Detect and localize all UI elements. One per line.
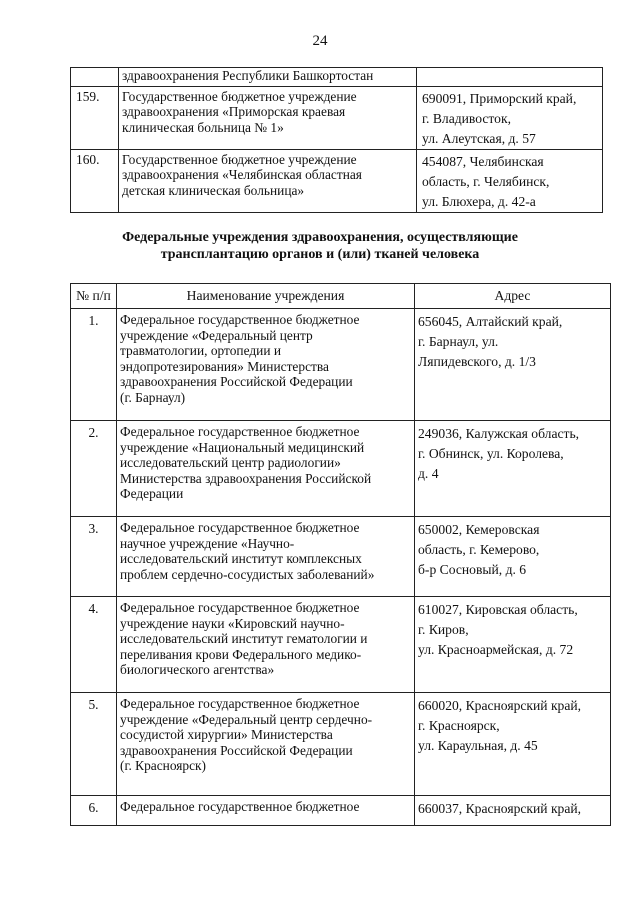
- name-line: исследовательский институт комплексных: [120, 551, 362, 567]
- table-row: [71, 796, 611, 826]
- name-line: здравоохранения Республики Башкортостан: [122, 68, 374, 83]
- table-row: [71, 597, 611, 693]
- section-heading-line: трансплантацию органов и (или) тканей человека: [160, 247, 480, 262]
- address: [417, 68, 603, 87]
- name-line: учреждение «Федеральный центр: [120, 327, 313, 343]
- address-line: ул. Караульная, д. 45: [418, 738, 538, 753]
- institution-name: [117, 597, 415, 693]
- address-line: д. 4: [418, 466, 439, 481]
- institution-name: [119, 68, 417, 87]
- name-line: Федеральное государственное бюджетное: [120, 520, 360, 535]
- row-number: 160.: [71, 149, 119, 212]
- row-number: 159.: [71, 86, 119, 149]
- name-line: Федеральное государственное бюджетное: [120, 424, 360, 439]
- name-line: Министерства здравоохранения Российской: [120, 470, 372, 486]
- name-line: учреждение науки «Кировский научно-: [120, 615, 345, 631]
- address: [415, 693, 611, 796]
- address-line: 610027, Кировская область,: [418, 602, 578, 617]
- section-heading-line: Федеральные учреждения здравоохранения, осуществляющие: [122, 230, 518, 245]
- address-line: ул. Алеутская, д. 57: [422, 130, 536, 146]
- address-line: 690091, Приморский край,: [422, 90, 577, 106]
- table-row: [71, 149, 603, 212]
- name-line: исследовательский институт гематологии и: [120, 631, 368, 647]
- name-line: (г. Барнаул): [120, 389, 186, 405]
- name-line: исследовательский центр радиологии»: [120, 455, 341, 471]
- address: [415, 517, 611, 597]
- name-line: Федеральное государственное бюджетное: [120, 312, 360, 327]
- continuation-table: [70, 67, 603, 213]
- table-row: [71, 68, 603, 87]
- name-line: Федеральное государственное бюджетное: [120, 696, 360, 711]
- address-line: 249036, Калужская область,: [418, 426, 580, 441]
- table-row: [71, 421, 611, 517]
- address-line: г. Барнаул, ул.: [418, 334, 499, 349]
- row-number: 2.: [71, 421, 117, 517]
- address: [417, 149, 603, 212]
- address-line: б-р Сосновый, д. 6: [418, 562, 527, 577]
- header-address: Адрес: [415, 284, 611, 309]
- row-number: 6.: [71, 796, 117, 826]
- row-number: 1.: [71, 309, 117, 421]
- institution-name: [117, 693, 415, 796]
- institution-name: [119, 149, 417, 212]
- address-line: г. Киров,: [418, 622, 469, 637]
- name-line: Федеральное государственное бюджетное: [120, 799, 360, 814]
- name-line: Государственное бюджетное учреждение: [122, 88, 357, 104]
- name-line: здравоохранения «Приморская краевая: [122, 104, 346, 120]
- address: [415, 421, 611, 517]
- institution-name: [117, 517, 415, 597]
- name-line: научное учреждение «Научно-: [120, 535, 295, 551]
- section-heading: [0, 229, 640, 263]
- table-row: [71, 86, 603, 149]
- institution-name: [117, 309, 415, 421]
- header-name: Наименование учреждения: [117, 284, 415, 309]
- table-header-row: [71, 284, 611, 309]
- header-number: № п/п: [71, 284, 117, 309]
- name-line: учреждение «Национальный медицинский: [120, 439, 365, 455]
- address-line: г. Обнинск, ул. Королева,: [418, 446, 564, 461]
- address-line: 454087, Челябинская: [422, 153, 544, 169]
- address-line: область, г. Кемерово,: [418, 542, 540, 557]
- row-number: 4.: [71, 597, 117, 693]
- address-line: ул. Красноармейская, д. 72: [418, 642, 574, 657]
- address-line: область, г. Челябинск,: [422, 173, 550, 189]
- name-line: проблем сердечно-сосудистых заболеваний»: [120, 566, 375, 582]
- address-line: Ляпидевского, д. 1/3: [418, 354, 536, 369]
- name-line: здравоохранения «Челябинская областная: [122, 167, 362, 183]
- name-line: травматологии, ортопедии и: [120, 343, 281, 359]
- institutions-table: [70, 283, 611, 826]
- address-line: 660020, Красноярский край,: [418, 698, 582, 713]
- name-line: учреждение «Федеральный центр сердечно-: [120, 711, 373, 727]
- row-number: [71, 68, 119, 87]
- name-line: переливания крови Федерального медико-: [120, 646, 362, 662]
- address: [415, 309, 611, 421]
- row-number: 3.: [71, 517, 117, 597]
- address: [415, 597, 611, 693]
- name-line: (г. Красноярск): [120, 758, 207, 774]
- page-number: 24: [312, 33, 328, 49]
- address: [415, 796, 611, 826]
- address: [417, 86, 603, 149]
- name-line: клиническая больница № 1»: [122, 119, 284, 135]
- table-row: [71, 517, 611, 597]
- address-line: г. Владивосток,: [422, 110, 511, 126]
- address-line: 650002, Кемеровская: [418, 522, 540, 537]
- name-line: сосудистой хирургии» Министерства: [120, 727, 333, 743]
- name-line: здравоохранения Российской Федерации: [120, 374, 353, 390]
- name-line: Федеральное государственное бюджетное: [120, 600, 360, 615]
- address-line: ул. Блюхера, д. 42-а: [422, 193, 536, 209]
- name-line: Государственное бюджетное учреждение: [122, 151, 357, 167]
- name-line: детская клиническая больница»: [122, 182, 305, 198]
- institution-name: [117, 796, 415, 826]
- name-line: Федерации: [120, 486, 184, 502]
- name-line: биологического агентства»: [120, 662, 275, 678]
- name-line: здравоохранения Российской Федерации: [120, 742, 353, 758]
- institution-name: [117, 421, 415, 517]
- table-row: [71, 309, 611, 421]
- table-row: [71, 693, 611, 796]
- address-line: 660037, Красноярский край,: [418, 801, 582, 816]
- name-line: эндопротезирования» Министерства: [120, 358, 329, 374]
- address-line: г. Красноярск,: [418, 718, 500, 733]
- row-number: 5.: [71, 693, 117, 796]
- address-line: 656045, Алтайский край,: [418, 314, 563, 329]
- institution-name: [119, 86, 417, 149]
